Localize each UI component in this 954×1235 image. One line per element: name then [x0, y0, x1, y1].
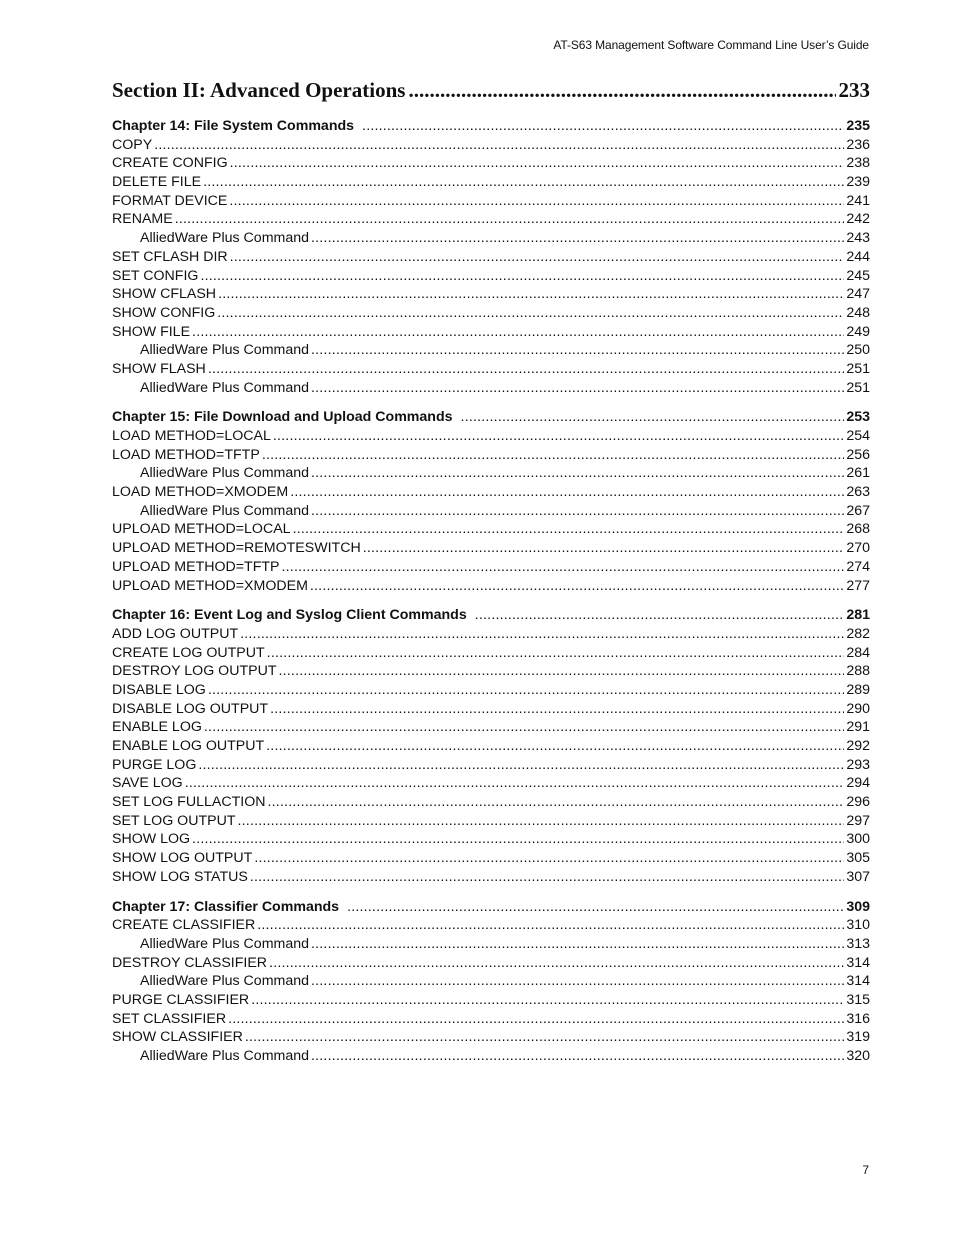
chapter-heading[interactable]	[112, 606, 870, 625]
toc-entry[interactable]	[112, 972, 870, 991]
toc-entry-page: 236	[846, 136, 870, 153]
toc-entry-page: 250	[846, 342, 870, 359]
dot-leader	[240, 625, 844, 644]
dot-leader	[229, 192, 844, 211]
toc-entry-page: 293	[846, 756, 870, 773]
toc-entry-page: 277	[846, 577, 870, 594]
dot-leader	[475, 606, 845, 625]
dot-leader	[311, 341, 844, 360]
toc-entry-page: 314	[846, 973, 870, 990]
dot-leader	[363, 539, 845, 558]
toc-entry-page: 251	[846, 360, 870, 377]
toc-entry[interactable]	[112, 248, 870, 267]
chapter-block	[112, 408, 870, 595]
toc-entry-page: 274	[846, 558, 870, 575]
toc-entry-page: 282	[846, 625, 870, 642]
toc-entry-label: SHOW LOG OUTPUT	[112, 850, 253, 867]
chapter-block	[112, 606, 870, 886]
dot-leader	[311, 935, 844, 954]
dot-leader	[230, 154, 845, 173]
dot-leader	[269, 954, 844, 973]
dot-leader	[362, 117, 844, 136]
toc-entry-page: 315	[846, 991, 870, 1008]
toc-entry-label: RENAME	[112, 211, 173, 228]
toc-entry-label: SHOW LOG STATUS	[112, 868, 248, 885]
toc-entry[interactable]	[112, 285, 870, 304]
toc-entry-page: 307	[846, 868, 870, 885]
section-heading[interactable]	[112, 78, 870, 103]
toc-entry-label: UPLOAD METHOD=REMOTESWITCH	[112, 540, 361, 557]
toc-entry-page: 313	[846, 935, 870, 952]
toc-entry-label: SET LOG FULLACTION	[112, 794, 266, 811]
toc-entry-label: SET CONFIG	[112, 267, 199, 284]
toc-entry-page: 249	[846, 323, 870, 340]
toc-entry[interactable]	[112, 341, 870, 360]
section-page: 233	[838, 78, 870, 102]
toc-entry[interactable]	[112, 849, 870, 868]
toc-entry[interactable]	[112, 210, 870, 229]
toc-entry-label: SET CLASSIFIER	[112, 1010, 227, 1027]
dot-leader	[311, 464, 844, 483]
dot-leader	[408, 78, 835, 103]
toc-entry-page: 281	[846, 607, 870, 624]
toc-entry-page: 267	[846, 502, 870, 519]
toc-entry-page: 248	[846, 304, 870, 321]
dot-leader	[208, 360, 845, 379]
toc-entry-label: AlliedWare Plus Command	[140, 230, 309, 247]
toc-entry-label: AlliedWare Plus Command	[140, 342, 309, 359]
toc-entry-label: SET CFLASH DIR	[112, 248, 228, 265]
toc-entry[interactable]	[112, 681, 870, 700]
toc-entry-page: 242	[846, 211, 870, 228]
toc-entry[interactable]	[112, 737, 870, 756]
dot-leader	[192, 830, 844, 849]
toc-entry[interactable]	[112, 229, 870, 248]
chapter-heading[interactable]	[112, 898, 870, 917]
toc-entry-page: 309	[846, 898, 870, 915]
section-title: Section II: Advanced Operations	[112, 78, 406, 102]
dot-leader	[217, 304, 844, 323]
toc-entry-label: AlliedWare Plus Command	[140, 465, 309, 482]
dot-leader	[257, 916, 844, 935]
toc-entry[interactable]	[112, 502, 870, 521]
toc-entry-page: 261	[846, 465, 870, 482]
toc-entry[interactable]	[112, 1047, 870, 1066]
dot-leader	[198, 756, 844, 775]
toc-entry-page: 296	[846, 794, 870, 811]
dot-leader	[154, 136, 844, 155]
dot-leader	[290, 483, 844, 502]
dot-leader	[230, 248, 845, 267]
toc-entry[interactable]	[112, 662, 870, 681]
toc-entry-page: 310	[846, 917, 870, 934]
toc-entry-page: 238	[846, 155, 870, 172]
toc-entry-label: CREATE CLASSIFIER	[112, 917, 256, 934]
toc-entry-label: PURGE CLASSIFIER	[112, 991, 250, 1008]
toc-entry[interactable]	[112, 464, 870, 483]
dot-leader	[218, 285, 844, 304]
toc-entry-page: 263	[846, 484, 870, 501]
running-header: AT-S63 Management Software Command Line User’s Guide	[553, 38, 869, 52]
toc-entry-label: LOAD METHOD=TFTP	[112, 446, 260, 463]
toc-entry-label: SAVE LOG	[112, 775, 183, 792]
toc-entry-page: 291	[846, 719, 870, 736]
toc-entry-page: 244	[846, 248, 870, 265]
toc-entry[interactable]	[112, 539, 870, 558]
toc-entry[interactable]	[112, 756, 870, 775]
toc-entry-page: 241	[846, 192, 870, 209]
toc-entry-page: 247	[846, 286, 870, 303]
toc-entry-page: 245	[846, 267, 870, 284]
toc-entry-page: 270	[846, 540, 870, 557]
toc-entry-label: ADD LOG OUTPUT	[112, 625, 239, 642]
toc-entry[interactable]	[112, 625, 870, 644]
toc-entry-page: 288	[846, 663, 870, 680]
dot-leader	[204, 718, 844, 737]
toc-entry[interactable]	[112, 830, 870, 849]
toc-entry[interactable]	[112, 577, 870, 596]
chapter-block	[112, 117, 870, 397]
dot-leader	[270, 700, 844, 719]
toc-entry[interactable]	[112, 1028, 870, 1047]
toc-entry-page: 319	[846, 1029, 870, 1046]
toc-entry-label: SHOW CONFIG	[112, 304, 216, 321]
toc-entry[interactable]	[112, 991, 870, 1010]
toc-entry-page: 314	[846, 954, 870, 971]
toc-entry-page: 305	[846, 850, 870, 867]
toc-entry-label: DISABLE LOG	[112, 681, 206, 698]
toc-entry-label: SHOW FLASH	[112, 360, 206, 377]
toc-entry-label: SHOW FILE	[112, 323, 191, 340]
toc-entry-page: 243	[846, 230, 870, 247]
dot-leader	[203, 173, 844, 192]
toc-entry-label: UPLOAD METHOD=XMODEM	[112, 577, 308, 594]
toc-entry-label: Chapter 17: Classifier Commands	[112, 898, 340, 915]
toc-entry-label: ENABLE LOG	[112, 719, 202, 736]
toc-entry-label: AlliedWare Plus Command	[140, 935, 309, 952]
toc-entry-page: 294	[846, 775, 870, 792]
toc-entry[interactable]	[112, 304, 870, 323]
toc-entry[interactable]	[112, 935, 870, 954]
toc-entry-label: ENABLE LOG OUTPUT	[112, 738, 265, 754]
toc-entry-page: 316	[846, 1010, 870, 1027]
toc-entry[interactable]	[112, 916, 870, 935]
toc-entry-label: DESTROY LOG OUTPUT	[112, 663, 277, 680]
toc-entry[interactable]	[112, 700, 870, 719]
toc-entry[interactable]	[112, 954, 870, 973]
dot-leader	[267, 644, 845, 663]
toc-entry-page: 254	[846, 428, 870, 444]
dot-leader	[267, 793, 844, 812]
toc-entry-label: UPLOAD METHOD=LOCAL	[112, 521, 291, 538]
toc-entry-label: SHOW LOG	[112, 831, 191, 848]
toc-entry-label: CREATE CONFIG	[112, 155, 228, 172]
toc-entry-page: 256	[846, 446, 870, 463]
dot-leader	[262, 446, 845, 465]
dot-leader	[347, 898, 844, 917]
dot-leader	[310, 577, 844, 596]
dot-leader	[251, 991, 844, 1010]
dot-leader	[200, 267, 844, 286]
toc-entry[interactable]	[112, 136, 870, 155]
toc-entry-label: PURGE LOG	[112, 756, 197, 773]
toc-entry-label: DELETE FILE	[112, 174, 202, 191]
toc-entry-page: 253	[846, 409, 870, 426]
toc-entry-label: LOAD METHOD=XMODEM	[112, 484, 289, 501]
toc-entry[interactable]	[112, 812, 870, 831]
toc-entry-label: AlliedWare Plus Command	[140, 502, 309, 519]
toc-entry-label: DISABLE LOG OUTPUT	[112, 700, 269, 717]
toc-entry[interactable]	[112, 173, 870, 192]
toc-entry-label: COPY	[112, 136, 153, 153]
dot-leader	[238, 812, 845, 831]
toc-entry-page: 239	[846, 174, 870, 191]
toc-entry[interactable]	[112, 360, 870, 379]
dot-leader	[266, 737, 844, 756]
toc-entry-page: 290	[846, 700, 870, 717]
page-number: 7	[862, 1163, 869, 1177]
toc-entry-page: 320	[846, 1048, 870, 1064]
toc-entry-label: SET LOG OUTPUT	[112, 812, 236, 829]
toc-entry-label: SHOW CFLASH	[112, 286, 217, 303]
dot-leader	[175, 210, 845, 229]
toc-entry[interactable]	[112, 718, 870, 737]
toc-entry-label: UPLOAD METHOD=TFTP	[112, 558, 280, 575]
toc-entry-label: LOAD METHOD=LOCAL	[112, 428, 271, 444]
toc-entry[interactable]	[112, 427, 870, 446]
dot-leader	[293, 520, 845, 539]
dot-leader	[228, 1010, 844, 1029]
toc-entry-page: 284	[846, 644, 870, 661]
dot-leader	[273, 427, 844, 446]
dot-leader	[311, 229, 844, 248]
dot-leader	[250, 868, 844, 887]
dot-leader	[311, 972, 844, 991]
toc-entry[interactable]	[112, 558, 870, 577]
dot-leader	[282, 558, 845, 577]
toc-entry-page: 235	[846, 118, 870, 134]
toc-entry-label: AlliedWare Plus Command	[140, 1048, 309, 1064]
toc-entry[interactable]	[112, 483, 870, 502]
toc-entry[interactable]	[112, 520, 870, 539]
dot-leader	[311, 1047, 844, 1066]
toc-entry-label: SHOW CLASSIFIER	[112, 1029, 243, 1046]
table-of-contents	[112, 117, 870, 1077]
toc-entry[interactable]	[112, 793, 870, 812]
toc-entry-page: 292	[846, 738, 870, 754]
toc-entry-label: AlliedWare Plus Command	[140, 973, 309, 990]
toc-entry[interactable]	[112, 446, 870, 465]
toc-entry-label: Chapter 14: File System Commands	[112, 118, 355, 134]
toc-entry-label: CREATE LOG OUTPUT	[112, 644, 265, 661]
dot-leader	[192, 323, 844, 342]
chapter-heading[interactable]	[112, 408, 870, 427]
toc-entry-page: 251	[846, 379, 870, 396]
dot-leader	[208, 681, 844, 700]
toc-entry[interactable]	[112, 154, 870, 173]
toc-entry[interactable]	[112, 644, 870, 663]
dot-leader	[254, 849, 844, 868]
toc-entry-label: Chapter 15: File Download and Upload Commands	[112, 409, 453, 426]
dot-leader	[245, 1028, 844, 1047]
toc-entry-page: 300	[846, 831, 870, 848]
toc-entry-page: 289	[846, 681, 870, 698]
chapter-block	[112, 898, 870, 1066]
toc-entry[interactable]	[112, 192, 870, 211]
toc-entry-label: DESTROY CLASSIFIER	[112, 954, 268, 971]
chapter-heading[interactable]	[112, 117, 870, 136]
toc-entry[interactable]	[112, 267, 870, 286]
toc-entry-label: Chapter 16: Event Log and Syslog Client Commands	[112, 607, 467, 624]
toc-entry[interactable]	[112, 1010, 870, 1029]
toc-entry[interactable]	[112, 379, 870, 398]
toc-entry-page: 268	[846, 521, 870, 538]
toc-entry[interactable]	[112, 774, 870, 793]
toc-entry[interactable]	[112, 323, 870, 342]
toc-entry[interactable]	[112, 868, 870, 887]
dot-leader	[279, 662, 845, 681]
dot-leader	[311, 379, 844, 398]
toc-entry-label: AlliedWare Plus Command	[140, 379, 309, 396]
dot-leader	[461, 408, 845, 427]
toc-entry-page: 297	[846, 812, 870, 829]
dot-leader	[311, 502, 844, 521]
toc-entry-label: FORMAT DEVICE	[112, 192, 228, 209]
dot-leader	[185, 774, 845, 793]
